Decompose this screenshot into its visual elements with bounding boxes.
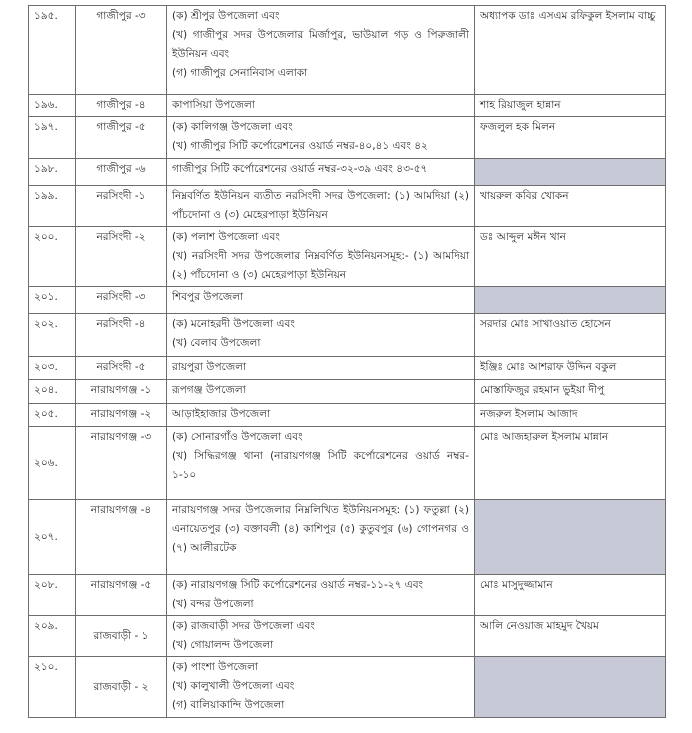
candidate-name: ইঞ্জিঃ মোঃ আশরাফ উদ্দিন বকুল	[475, 357, 666, 380]
candidate-name: ফজলুল হক মিলন	[475, 117, 666, 159]
constituency-name: রাজবাড়ী - ২	[76, 657, 167, 718]
serial-number: ১৯৬.	[29, 95, 76, 117]
table-row	[29, 657, 666, 718]
area-line: রূপগঞ্জ উপজেলা	[172, 384, 246, 396]
table-row	[29, 500, 666, 575]
constituency-name: নরসিংদী -৫	[76, 357, 167, 380]
area-line: (খ) সিদ্ধিরগঞ্জ থানা (নারায়ণগঞ্জ সিটি কর্পোরেশনের ওয়ার্ড নম্বর- ১-১০	[172, 450, 469, 481]
candidate-name: অধ্যাপক ডাঃ এসএম রফিকুল ইসলাম বাচ্চু	[475, 6, 666, 95]
serial-number: ২০৫.	[29, 404, 76, 427]
constituency-area	[167, 357, 475, 380]
constituency-name: নরসিংদী -১	[76, 186, 167, 227]
area-line: (খ) গাজীপুর সদর উপজেলার মির্জাপুর, ভাউয়াল গড় ও পিরুজালী ইউনিয়ন এবং	[172, 29, 469, 60]
area-line: (খ) বন্দর উপজেলা	[172, 598, 254, 610]
constituency-area	[167, 186, 475, 227]
table-row	[29, 404, 666, 427]
constituency-area	[167, 427, 475, 500]
constituency-name: নারায়ণগঞ্জ -২	[76, 404, 167, 427]
constituency-area	[167, 227, 475, 287]
candidate-name	[475, 159, 666, 186]
area-line: কাপাসিয়া উপজেলা	[172, 99, 255, 111]
table-row	[29, 427, 666, 500]
table-row	[29, 227, 666, 287]
table-row	[29, 95, 666, 117]
constituency-area	[167, 314, 475, 357]
constituency-area	[167, 575, 475, 616]
candidate-name: নজরুল ইসলাম আজাদ	[475, 404, 666, 427]
constituency-area	[167, 287, 475, 314]
candidate-name: আলি নেওয়াজ মাহমুদ খৈয়ম	[475, 616, 666, 657]
area-line: রায়পুরা উপজেলা	[172, 361, 247, 373]
constituency-area	[167, 500, 475, 575]
candidate-name: ডঃ আব্দুল মঈন খান	[475, 227, 666, 287]
constituency-area	[167, 95, 475, 117]
constituency-area	[167, 117, 475, 159]
candidate-name: মোস্তাফিজুর রহমান ভুইয়া দীপু	[475, 380, 666, 404]
candidate-name: সরদার মোঃ সাখাওয়াত হোসেন	[475, 314, 666, 357]
table-row	[29, 186, 666, 227]
candidate-name	[475, 500, 666, 575]
constituency-name: নারায়ণগঞ্জ -৫	[76, 575, 167, 616]
table-row	[29, 287, 666, 314]
serial-number: ২০৮.	[29, 575, 76, 616]
serial-number: ২০৪.	[29, 380, 76, 404]
area-line: গাজীপুর সিটি কর্পোরেশনের ওয়ার্ড নম্বর-৩২-৩৯ এবং ৪৩-৫৭	[172, 163, 428, 175]
table-row	[29, 6, 666, 95]
constituency-area	[167, 657, 475, 718]
table-row	[29, 616, 666, 657]
serial-number: ১৯৫.	[29, 6, 76, 95]
candidate-name	[475, 657, 666, 718]
area-line: (গ) বালিয়াকান্দি উপজেলা	[172, 699, 285, 711]
serial-number: ২০০.	[29, 227, 76, 287]
table-row	[29, 380, 666, 404]
table-row	[29, 357, 666, 380]
table-row	[29, 159, 666, 186]
area-line: (ক) রাজবাড়ী সদর উপজেলা এবং	[172, 620, 315, 632]
candidate-name	[475, 287, 666, 314]
constituency-area	[167, 380, 475, 404]
constituency-name: গাজীপুর -৫	[76, 117, 167, 159]
constituency-area	[167, 404, 475, 427]
constituency-name: রাজবাড়ী - ১	[76, 616, 167, 657]
serial-number: ১৯৮.	[29, 159, 76, 186]
candidate-name: মোঃ মাসুদুজ্জামান	[475, 575, 666, 616]
constituency-name: নরসিংদী -২	[76, 227, 167, 287]
table-body	[29, 6, 666, 718]
serial-number: ২০৩.	[29, 357, 76, 380]
serial-number: ২০৬.	[29, 427, 76, 500]
area-line: নারায়ণগঞ্জ সদর উপজেলার নিম্নলিখিত ইউনিয়নসমূহ: (১) ফতুল্লা (২) এনায়েতপুর (৩) বক্তাবলী (৪) কাশিপুর (৫) কুতুবপুর (৬) গোপনগর ও (৭) আলীরটেক	[172, 504, 469, 554]
area-line: (খ) বেলাব উপজেলা	[172, 337, 261, 349]
constituency-name: গাজীপুর -৪	[76, 95, 167, 117]
serial-number: ২০৭.	[29, 500, 76, 575]
area-line: (ক) মনোহরদী উপজেলা এবং	[172, 318, 295, 330]
area-line: (খ) গোয়ালন্দ উপজেলা	[172, 639, 274, 651]
table-row	[29, 575, 666, 616]
area-line: (ক) সোনারগাঁও উপজেলা এবং	[172, 431, 303, 443]
area-line: (খ) নরসিংদী সদর উপজেলার নিম্নবর্ণিত ইউনিয়নসমূহ:- (১) আমদিয়া (২) পাঁচদোনা ও (৩) মেহেরপাড়া ইউনিয়ন	[172, 250, 469, 281]
area-line: (ক) নারায়ণগঞ্জ সিটি কর্পোরেশনের ওয়ার্ড নম্বর-১১-২৭ এবং	[172, 579, 424, 591]
area-line: (খ) গাজীপুর সিটি কর্পোরেশনের ওয়ার্ড নম্বর-৪০,৪১ এবং ৪২	[172, 140, 428, 152]
candidate-name: শাহ রিয়াজুল হান্নান	[475, 95, 666, 117]
serial-number: ২০২.	[29, 314, 76, 357]
constituency-name: গাজীপুর -৩	[76, 6, 167, 95]
constituency-name: নারায়ণগঞ্জ -১	[76, 380, 167, 404]
table-row	[29, 314, 666, 357]
area-line: (ক) কালিগঞ্জ উপজেলা এবং	[172, 121, 293, 133]
area-line: (ক) পলাশ উপজেলা এবং	[172, 231, 280, 243]
constituency-table	[28, 5, 666, 718]
constituency-area	[167, 616, 475, 657]
constituency-name: নারায়ণগঞ্জ -৩	[76, 427, 167, 500]
area-line: (খ) কালুখালী উপজেলা এবং	[172, 680, 295, 692]
constituency-name: গাজীপুর -৬	[76, 159, 167, 186]
serial-number: ২১০.	[29, 657, 76, 718]
area-line: শিবপুর উপজেলা	[172, 291, 244, 303]
serial-number: ২০১.	[29, 287, 76, 314]
constituency-area	[167, 159, 475, 186]
serial-number: ১৯৯.	[29, 186, 76, 227]
constituency-name: নারায়ণগঞ্জ -৪	[76, 500, 167, 575]
constituency-area	[167, 6, 475, 95]
candidate-name: মোঃ আজহারুল ইসলাম মান্নান	[475, 427, 666, 500]
table-row	[29, 117, 666, 159]
area-line: (ক) পাংশা উপজেলা	[172, 661, 258, 673]
serial-number: ২০৯.	[29, 616, 76, 657]
constituency-name: নরসিংদী -৪	[76, 314, 167, 357]
constituency-name: নরসিংদী -৩	[76, 287, 167, 314]
area-line: আড়াইহাজার উপজেলা	[172, 408, 271, 420]
area-line: (গ) গাজীপুর সেনানিবাস এলাকা	[172, 67, 308, 79]
candidate-name: খায়রুল কবির খোকন	[475, 186, 666, 227]
area-line: (ক) শ্রীপুর উপজেলা এবং	[172, 10, 280, 22]
area-line: নিম্নবর্ণিত ইউনিয়ন ব্যতীত নরসিংদী সদর উপজেলা: (১) আমদিয়া (২) পাঁচদোনা ও (৩) মেহেরপাড়া ইউনিয়ন	[172, 190, 469, 221]
serial-number: ১৯৭.	[29, 117, 76, 159]
